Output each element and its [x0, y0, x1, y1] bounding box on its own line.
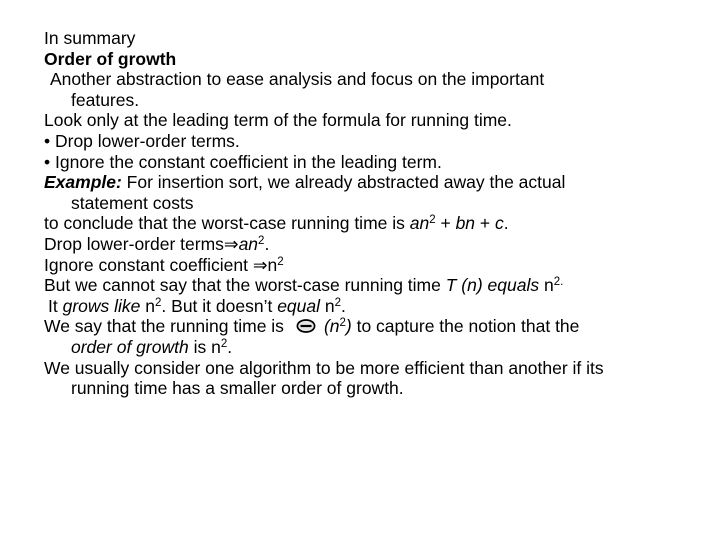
example-text: For insertion sort, we already abstracted away the actual — [121, 172, 566, 193]
grows-like: grows like — [62, 295, 141, 316]
worst-case-line — [44, 213, 704, 234]
theta-symbol-icon — [296, 317, 316, 331]
ignore-coefficient-text: Ignore constant coefficient — [44, 254, 253, 275]
period: . — [341, 295, 346, 316]
exponent: 2 — [155, 296, 162, 309]
cannot-say-line — [44, 275, 704, 296]
example-label: Example: — [44, 172, 122, 193]
t-n-equals: T (n) equals — [445, 275, 540, 296]
exponent: 2. — [553, 276, 564, 289]
exponent: 2 — [220, 337, 228, 350]
is-n-text: is n — [188, 336, 221, 357]
leading-term-line: Look only at the leading term of the formula for running time. — [44, 110, 512, 131]
paren-n: (n — [323, 316, 340, 337]
implies-arrow-icon: ⇒ — [252, 254, 268, 275]
plus: + — [475, 213, 495, 234]
ignore-coefficient-line — [44, 255, 704, 276]
term-bn: bn — [455, 213, 476, 234]
equal-word: equal — [277, 295, 321, 316]
term-an: an — [409, 213, 430, 234]
cannot-say-text: But we cannot say that the worst-case running time — [44, 275, 446, 296]
it-text: It — [48, 295, 63, 316]
slide-body — [44, 28, 704, 399]
exponent: 2 — [277, 255, 284, 268]
exponent: 2 — [339, 317, 346, 330]
smaller-order-line: running time has a smaller order of growth. — [71, 378, 404, 399]
example-line — [44, 172, 704, 193]
term-n: n — [539, 275, 554, 296]
exponent: 2 — [258, 234, 265, 247]
grows-like-line — [44, 296, 704, 317]
bullet-drop-lower: • Drop lower-order terms. — [44, 130, 240, 151]
implies-arrow-icon: ⇒ — [223, 233, 239, 254]
abstraction-line: Another abstraction to ease analysis and focus on the important — [50, 69, 545, 90]
order-of-growth-phrase: order of growth — [71, 336, 189, 357]
close-paren: ) — [345, 316, 352, 337]
term-n: n — [267, 254, 278, 275]
bullet-ignore-constant: • Ignore the constant coefficient in the leading term. — [44, 151, 442, 172]
statement-costs-line: statement costs — [71, 192, 194, 213]
period: . — [227, 336, 233, 357]
exponent: 2 — [334, 296, 342, 309]
heading: Order of growth — [44, 48, 177, 69]
drop-terms-line — [44, 234, 704, 255]
term-n: n — [140, 295, 156, 316]
plus: + — [435, 213, 456, 234]
drop-terms-text: Drop lower-order terms — [44, 233, 224, 254]
worst-case-text: to conclude that the worst-case running time is — [44, 213, 410, 234]
summary-line: In summary — [44, 28, 136, 48]
term-c: c — [495, 213, 504, 234]
exponent: 2 — [429, 214, 436, 227]
efficiency-line: We usually consider one algorithm to be more efficient than another if its — [44, 357, 604, 378]
term-an: an — [238, 233, 259, 254]
capture-notion-text: to capture the notion that the — [351, 316, 580, 337]
order-of-growth-line — [44, 337, 704, 358]
doesnt-text: . But it doesn’t — [161, 295, 278, 316]
running-time-theta-line — [44, 316, 704, 337]
features-line: features. — [71, 89, 140, 110]
term-n: n — [320, 295, 335, 316]
running-time-text: We say that the running time is — [44, 316, 284, 337]
period: . — [264, 233, 270, 254]
period: . — [503, 213, 509, 234]
